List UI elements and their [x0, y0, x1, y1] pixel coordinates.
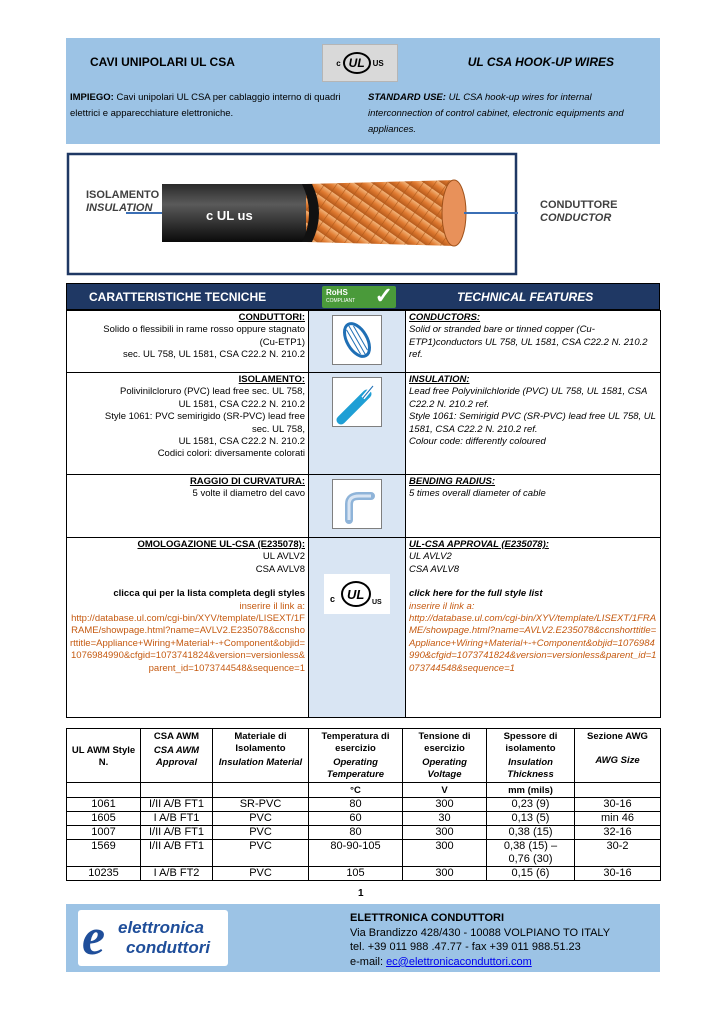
cell: 0,15 (6)	[487, 867, 575, 881]
awg-style-table	[66, 728, 661, 881]
conductors-line-it: Solido o flessibili in rame rosso oppure stagnato	[103, 324, 305, 336]
feature-row-approval	[67, 538, 661, 718]
conductors-text-en: Solid or stranded bare or tinned copper (Cu-ETP1)conductors UL 758, UL 1581, CSA C22.2 N. 210.2 ref.	[409, 324, 648, 361]
approval-head-en: UL-CSA APPROVAL (E235078):	[409, 539, 549, 550]
table-row	[67, 867, 661, 881]
cable-mark: c UL us	[206, 208, 253, 223]
col-header-awg: Sezione AWG AWG Size	[575, 729, 661, 783]
insulation-line-it: Codici colori: diversamente colorati	[157, 448, 305, 460]
use-italian	[70, 90, 356, 122]
cell: 80	[309, 798, 403, 812]
insulation-line-it: UL 1581, CSA C22.2 N. 210.2	[178, 398, 305, 410]
company-info	[350, 911, 610, 969]
insulation-line-it: Style 1061: PVC semirigido (SR-PVC) lead free	[104, 411, 305, 423]
cell: I/II A/B FT1	[141, 826, 213, 840]
cell: 80	[309, 826, 403, 840]
approval-head-it: OMOLOGAZIONE UL-CSA (E235078):	[137, 539, 305, 550]
feature-row-bending	[67, 475, 661, 538]
cell: PVC	[213, 826, 309, 840]
cell: 80-90-105	[309, 840, 403, 867]
cell: I/II A/B FT1	[141, 840, 213, 867]
use-it-text: Cavi unipolari UL CSA per cablaggio interno di quadri elettrici e apparecchiature elettroniche.	[70, 92, 341, 119]
bending-text-en: 5 times overall diameter of cable	[409, 488, 546, 500]
cell: 30	[403, 812, 487, 826]
cell: 105	[309, 867, 403, 881]
company-name: ELETTRONICA CONDUTTORI	[350, 912, 504, 924]
label-insulation-en: INSULATION	[86, 202, 153, 214]
link-lead-it: inserire il link a:	[239, 600, 305, 612]
approval-line-en: CSA AVLV8	[409, 563, 459, 575]
cell: I A/B FT2	[141, 867, 213, 881]
insulation-line-en: Lead free Polyvinilchloride (PVC) UL 758, UL 1581, CSA C22.2 N. 210.2 ref.	[409, 386, 647, 410]
conductors-head-it: CONDUTTORI:	[238, 312, 305, 323]
unit-cell: mm (mils)	[487, 783, 575, 798]
rohs-label: RoHS	[326, 288, 348, 297]
cell: PVC	[213, 812, 309, 826]
unit-cell	[213, 783, 309, 798]
insulation-head-it: ISOLAMENTO:	[238, 374, 305, 385]
title-english: UL CSA HOOK-UP WIRES	[467, 55, 614, 69]
cell: 1061	[67, 798, 141, 812]
company-address: Via Brandizzo 428/430 - 10088 VOLPIANO TO ITALY	[350, 926, 611, 939]
feature-row-insulation	[67, 373, 661, 475]
table-row	[67, 812, 661, 826]
cell: 0,38 (15)	[487, 826, 575, 840]
cell: 300	[403, 826, 487, 840]
cell: 30-2	[575, 840, 661, 867]
bending-head-it: RAGGIO DI CURVATURA:	[189, 476, 305, 487]
cell: 30-16	[575, 867, 661, 881]
email-link[interactable]: ec@elettronicaconduttori.com	[386, 955, 532, 968]
cell: 0,23 (9)	[487, 798, 575, 812]
unit-cell	[67, 783, 141, 798]
cell: PVC	[213, 840, 309, 867]
table-row	[67, 826, 661, 840]
cell: I/II A/B FT1	[141, 798, 213, 812]
label-conductor	[540, 199, 617, 225]
conductors-line-it: (Cu-ETP1)	[259, 336, 305, 348]
cell: 32-16	[575, 826, 661, 840]
col-header-voltage: Tensione di esercizio Operating Voltage	[403, 729, 487, 783]
cable-illustration	[66, 152, 518, 276]
label-insulation-it: ISOLAMENTO	[86, 189, 160, 201]
cell: 1569	[67, 840, 141, 867]
company-email-line: e-mail: ec@elettronicaconduttori.com	[350, 955, 532, 968]
company-phone: tel. +39 011 988 .47.77 - fax +39 011 988.51.23	[350, 941, 581, 954]
cell: 60	[309, 812, 403, 826]
conductors-line-it: sec. UL 758, UL 1581, CSA C22.2 N. 210.2	[122, 349, 305, 361]
title-italian: CAVI UNIPOLARI UL CSA	[90, 55, 235, 69]
logo-c: c	[336, 58, 341, 68]
logo-ul: UL	[343, 52, 371, 74]
unit-cell: V	[403, 783, 487, 798]
checkmark-icon: ✓	[374, 283, 393, 308]
rohs-sub: COMPLIANT	[326, 298, 356, 304]
cell: I A/B FT1	[141, 812, 213, 826]
cell: min 46	[575, 812, 661, 826]
col-header-csa-awm: CSA AWM CSA AWM Approval	[141, 729, 213, 783]
full-list-link-en[interactable]: click here for the full style list	[409, 588, 543, 600]
cell: 30-16	[575, 798, 661, 812]
units-row	[67, 783, 661, 798]
label-insulation	[86, 189, 159, 215]
full-list-link-it[interactable]: clicca qui per la lista completa degli styles	[113, 588, 305, 600]
insulated-wire-icon	[332, 377, 382, 427]
bending-line-it: 5 volte il diametro del cavo	[192, 488, 305, 500]
ul-csa-logo-small	[322, 572, 392, 616]
ul-database-link-it[interactable]: http://database.ul.com/cgi-bin/XYV/template/LISEXT/1FRAME/showpage.html?name=AVLV2.E235078&ccnshorttitle=Appliance+Wiring+Material+-+Component&objid=1076984990&cfgid=1073741824&version=versionless&parent_id=1073744548&sequence=1	[70, 613, 305, 674]
logo-word-2: conduttori	[126, 938, 211, 957]
label-conductor-it: CONDUTTORE	[540, 199, 618, 211]
unit-cell: °C	[309, 783, 403, 798]
cell: 0,13 (5)	[487, 812, 575, 826]
col-header-thickness: Spessore di isolamento Insulation Thickness	[487, 729, 575, 783]
insulation-line-it: sec. UL 758,	[252, 423, 305, 435]
features-title-it: CARATTERISTICHE TECNICHE	[89, 290, 267, 304]
logo-us: US	[372, 58, 384, 68]
logo-word-1: elettronica	[118, 918, 204, 937]
insulation-head-en: INSULATION:	[409, 374, 470, 385]
link-lead-en: inserire il link a:	[409, 600, 475, 612]
page-number: 1	[358, 888, 364, 899]
cell: 1605	[67, 812, 141, 826]
insulation-line-it: UL 1581, CSA C22.2 N. 210.2	[178, 436, 305, 448]
conductors-head-en: CONDUCTORS:	[409, 312, 481, 323]
svg-text:c: c	[330, 594, 336, 604]
cell: PVC	[213, 867, 309, 881]
use-en-label: STANDARD USE:	[368, 92, 446, 103]
col-header-ul-awm: UL AWM Style N.	[67, 729, 141, 783]
bending-head-en: BENDING RADIUS:	[409, 476, 496, 487]
stranded-conductor-icon	[332, 315, 382, 365]
approval-line-it: UL AVLV2	[262, 551, 305, 563]
ul-csa-logo	[322, 44, 398, 82]
table-row	[67, 798, 661, 812]
ul-database-link-en[interactable]: http://database.ul.com/cgi-bin/XYV/template/LISEXT/1FRAME/showpage.html?name=AVLV2.E235078&ccnshorttitle=Appliance+Wiring+Material+-+Component&objid=1076984990&cfgid=1073741824&version=versionless&parent_id=1073744548&sequence=1	[409, 613, 657, 674]
insulation-line-en: Style 1061: Semirigid PVC (SR-PVC) lead free UL 758, UL 1581, CSA C22.2 N. 210.2 ref.	[409, 411, 656, 435]
features-header	[66, 283, 660, 310]
cell: SR-PVC	[213, 798, 309, 812]
logo-e-mark: e	[82, 909, 106, 966]
col-header-material: Materiale di Isolamento Insulation Material	[213, 729, 309, 783]
label-conductor-en: CONDUCTOR	[540, 212, 612, 224]
cell: 300	[403, 798, 487, 812]
svg-text:UL: UL	[347, 587, 365, 602]
insulation-line-en: Colour code: differently coloured	[409, 436, 546, 448]
cell: 10235	[67, 867, 141, 881]
cell: 300	[403, 867, 487, 881]
svg-text:US: US	[372, 599, 382, 606]
use-en-text: UL CSA hook-up wires for internal interconnection of control cabinet, electronic equipments and appliances.	[368, 92, 624, 135]
cell: 1007	[67, 826, 141, 840]
approval-line-it: CSA AVLV8	[255, 563, 305, 575]
use-english	[368, 90, 654, 138]
features-table	[66, 310, 661, 718]
unit-cell	[575, 783, 661, 798]
table-row	[67, 840, 661, 867]
unit-cell	[141, 783, 213, 798]
cell: 0,38 (15) – 0,76 (30)	[487, 840, 575, 867]
footer-panel	[66, 904, 660, 972]
rohs-badge	[322, 283, 396, 308]
features-title-en: TECHNICAL FEATURES	[457, 290, 594, 304]
approval-line-en: UL AVLV2	[409, 551, 452, 563]
company-logo	[78, 910, 228, 966]
table-header-row	[67, 729, 661, 783]
col-header-temperature: Temperatura di esercizio Operating Temperature	[309, 729, 403, 783]
insulation-line-it: Polivinilcloruro (PVC) lead free sec. UL 758,	[120, 386, 305, 398]
use-it-label: IMPIEGO:	[70, 92, 114, 103]
header-panel	[66, 38, 660, 144]
feature-row-conductors	[67, 311, 661, 373]
bending-radius-icon	[332, 479, 382, 529]
copper-conductor	[306, 180, 463, 246]
cell: 300	[403, 840, 487, 867]
